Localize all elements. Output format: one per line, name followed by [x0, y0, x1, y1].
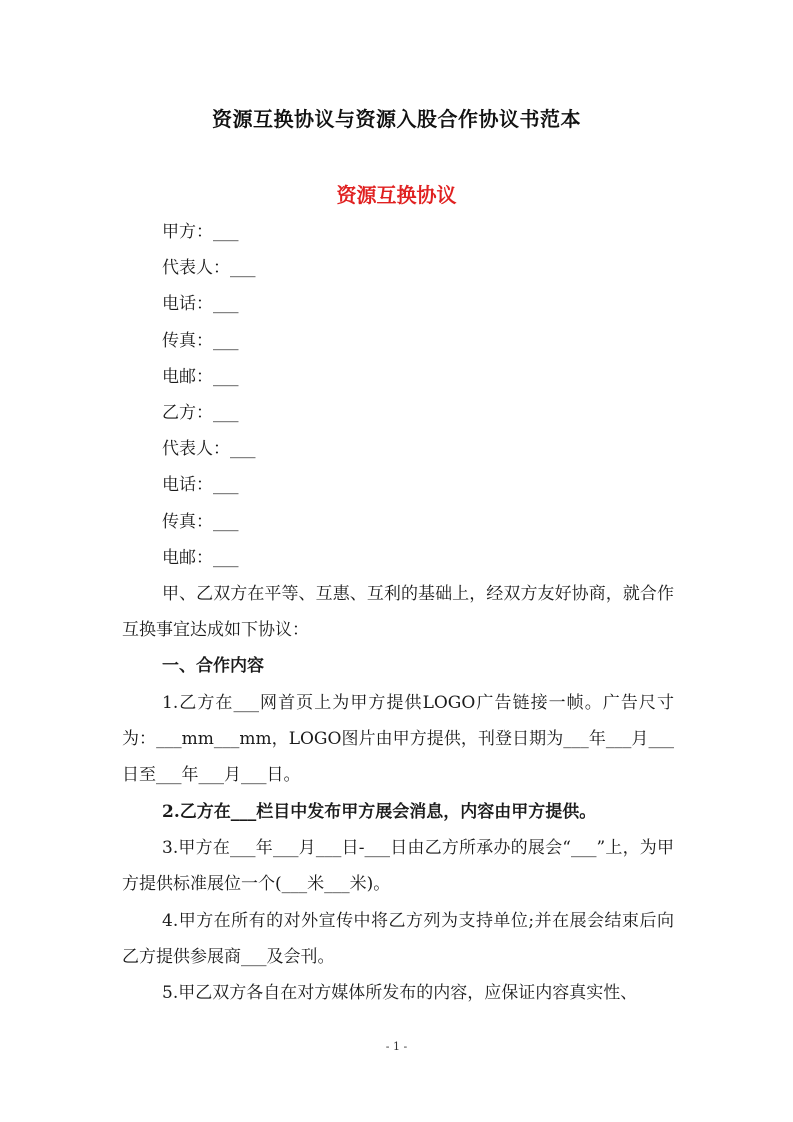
clause-3: 3.甲方在___年___月___日-___日由乙方所承办的展会“___”上，为甲方提供标准展位一个(___米___米)。 — [122, 838, 674, 895]
party-a-name: 甲方：___ — [162, 222, 239, 242]
clause-1: 1.乙方在___网首页上为甲方提供LOGO广告链接一帧。广告尺寸为：___mm___mm，LOGO图片由甲方提供，刊登日期为___年___月___日至___年___月___日。 — [122, 693, 674, 786]
party-info-fields — [162, 218, 256, 580]
party-a-fax: 传真：___ — [162, 330, 239, 351]
clause-4: 4.甲方在所有的对外宣传中将乙方列为支持单位;并在展会结束后向乙方提供参展商___及会刊。 — [122, 911, 674, 968]
document-title: 资源互换协议与资源入股合作协议书范本 — [212, 107, 581, 131]
intro-paragraph: 甲、乙双方在平等、互惠、互利的基础上，经双方友好协商，就合作互换事宜达成如下协议： — [122, 584, 674, 641]
party-a-representative: 代表人：___ — [162, 258, 256, 279]
page-number: - 1 - — [385, 1040, 408, 1053]
party-a-email: 电邮：___ — [162, 366, 239, 387]
party-b-fax: 传真：___ — [162, 511, 239, 532]
clause-5: 5.甲乙双方各自在对方媒体所发布的内容，应保证内容真实性、 — [162, 983, 638, 1003]
section-heading-cooperation: 一、合作内容 — [162, 656, 264, 676]
party-a-phone: 电话：___ — [162, 294, 239, 315]
party-b-email: 电邮：___ — [162, 547, 239, 568]
agreement-subtitle: 资源互换协议 — [336, 183, 457, 207]
party-b-name: 乙方：___ — [162, 402, 239, 423]
clause-2: 2.乙方在___栏目中发布甲方展会消息，内容由甲方提供。 — [162, 802, 597, 822]
party-b-representative: 代表人：___ — [162, 439, 256, 460]
party-b-phone: 电话：___ — [162, 475, 239, 496]
